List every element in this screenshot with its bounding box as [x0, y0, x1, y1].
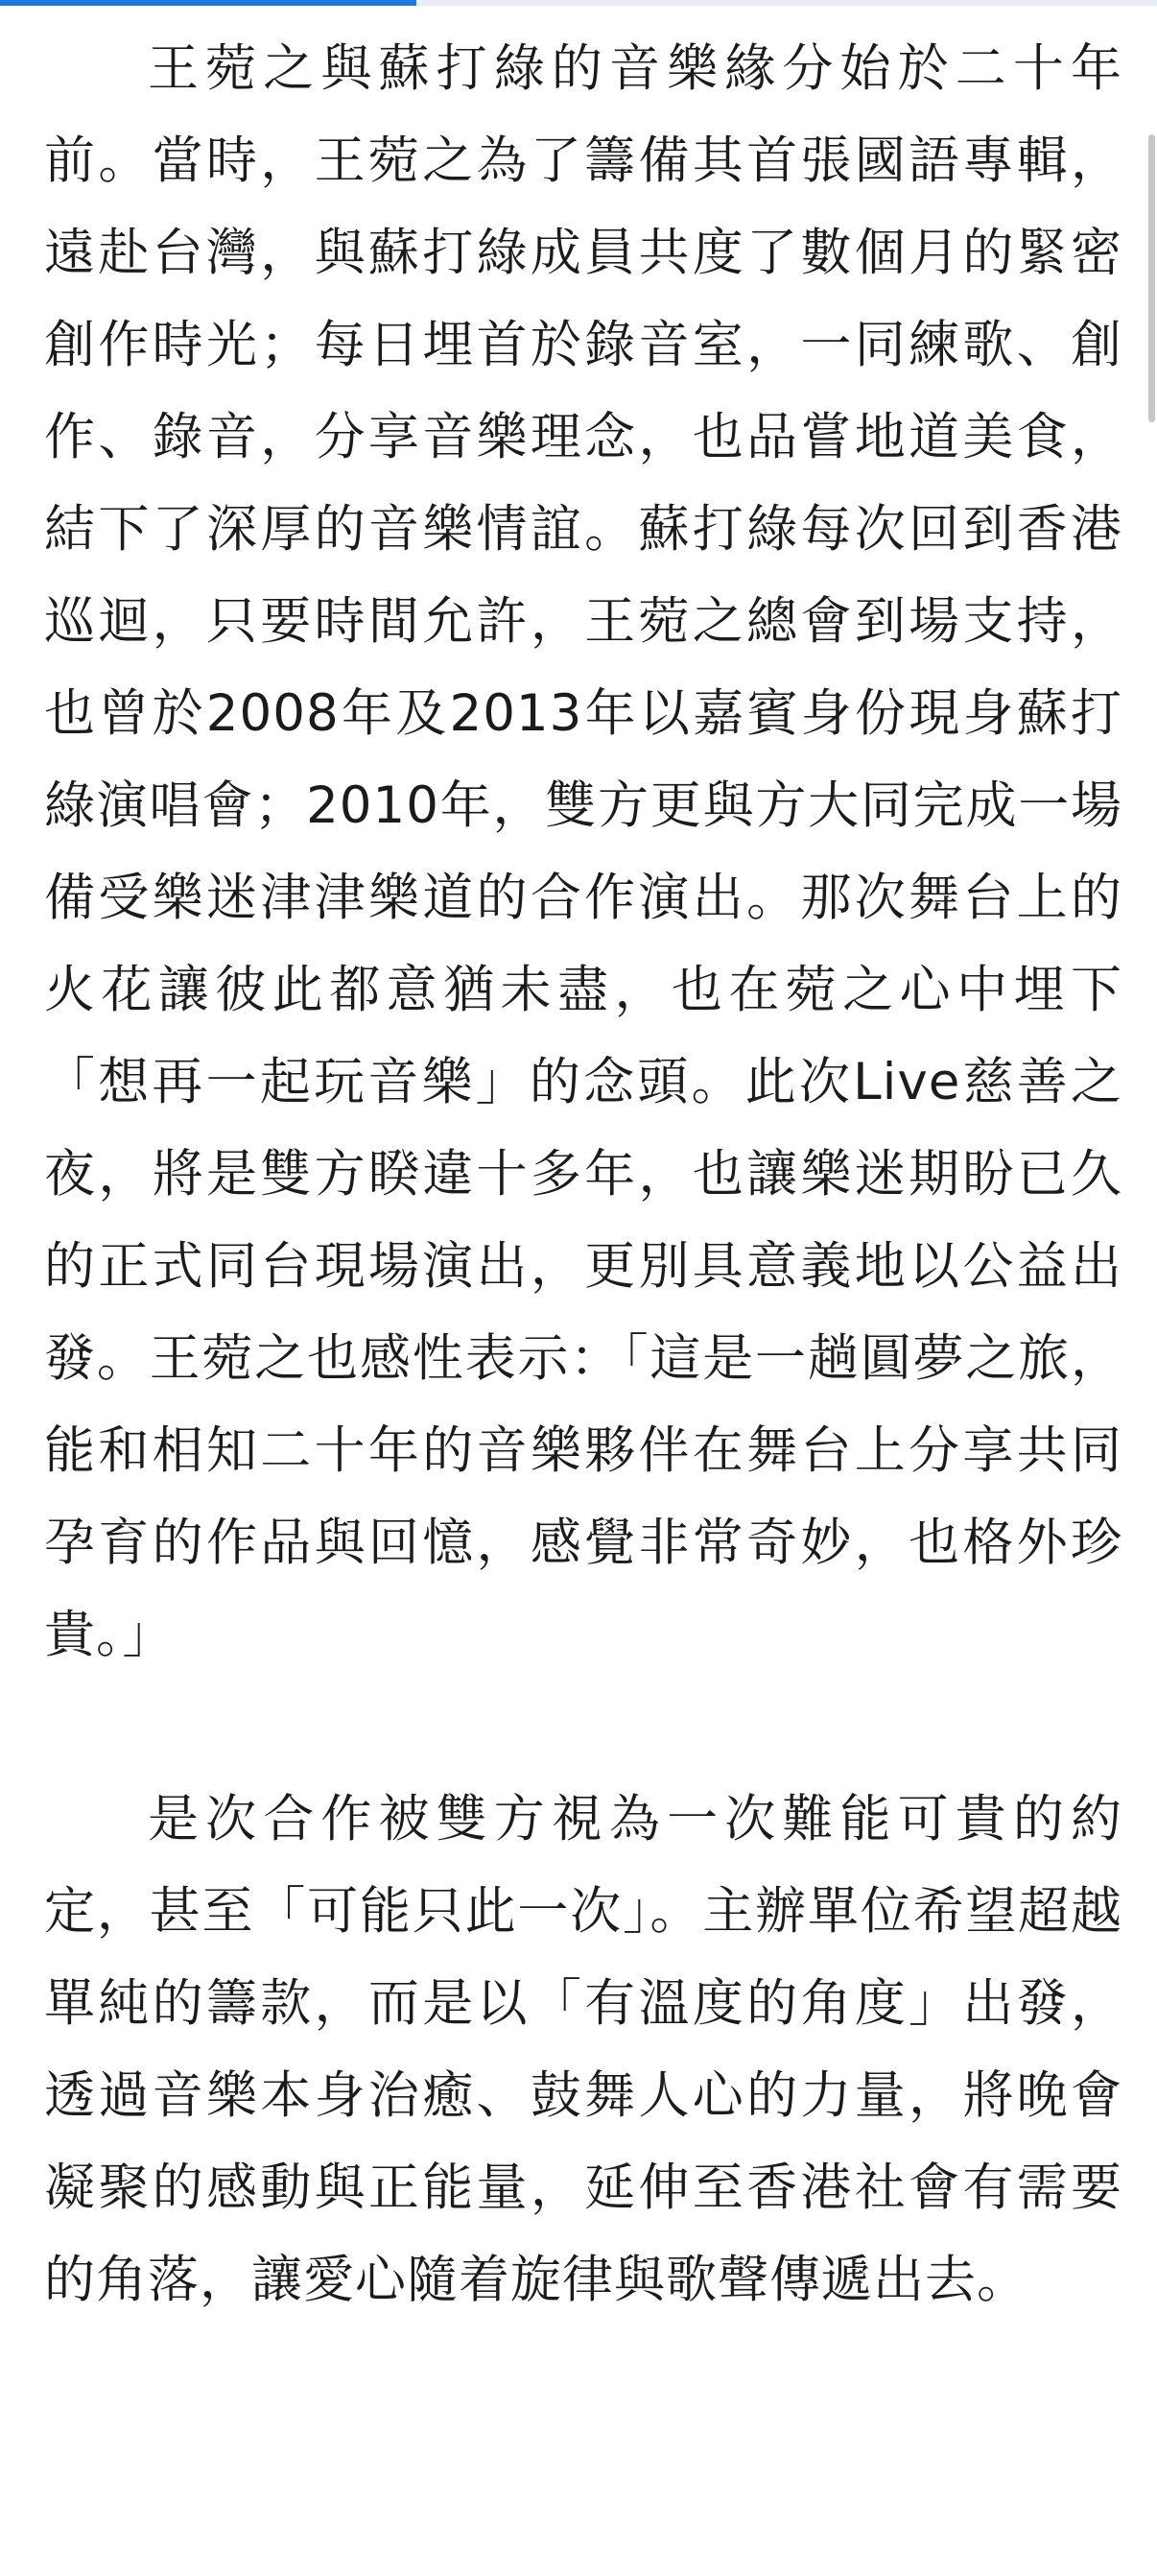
article-body — [44, 23, 1122, 2326]
scrollbar-thumb[interactable] — [1148, 134, 1155, 422]
article-paragraph-2: 是次合作被雙方視為一次難能可貴的約定，甚至「可能只此一次」。主辦單位希望超越單純的籌款，而是以「有溫度的角度」出發，透過音樂本身治癒、鼓舞人心的力量，將晚會凝聚的感動與正能量，延伸至香港社會有需要的角落，讓愛心隨着旋律與歌聲傳遞出去。 — [44, 1790, 1122, 2309]
article-paragraph-1: 王菀之與蘇打綠的音樂緣分始於二十年前。當時，王菀之為了籌備其首張國語專輯，遠赴台灣，與蘇打綠成員共度了數個月的緊密創作時光；每日埋首於錄音室，一同練歌、創作、錄音，分享音樂理念，也品嘗地道美食，結下了深厚的音樂情誼。蘇打綠每次回到香港巡迴，只要時間允許，王菀之總會到場支持，也曾於2008年及2013年以嘉賓身份現身蘇打綠演唱會；2010年，雙方更與方大同完成一場備受樂迷津津樂道的合作演出。那次舞台上的火花讓彼此都意猶未盡，也在菀之心中埋下「想再一起玩音樂」的念頭。此次Live慈善之夜，將是雙方睽違十多年，也讓樂迷期盼已久的正式同台現場演出，更別具意義地以公益出發。王菀之也感性表示：「這是一趟圓夢之旅，能和相知二十年的音樂夥伴在舞台上分享共同孕育的作品與回憶，感覺非常奇妙，也格外珍貴。」 — [44, 39, 1122, 1664]
reading-progress-fill — [0, 0, 416, 6]
scrollbar-track[interactable] — [1144, 0, 1157, 2576]
reading-progress-bar — [0, 0, 1157, 6]
